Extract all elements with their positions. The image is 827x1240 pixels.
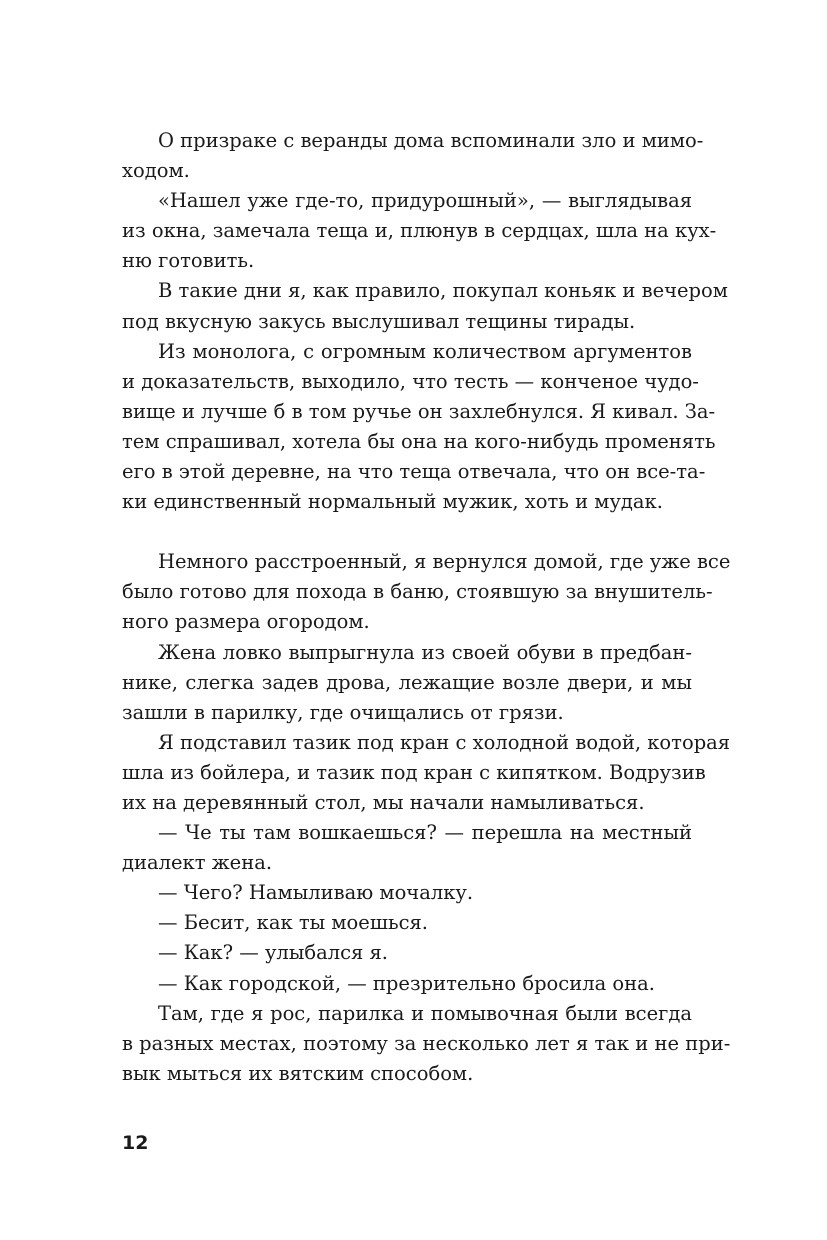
text-line: — Бесит, как ты моешься. (158, 911, 428, 935)
text-line: в разных местах, поэтому за несколько лет я так и не при- (122, 1031, 731, 1055)
paragraph (122, 908, 692, 938)
text-line: — Че ты там вошкаешься? — перешла на местный (158, 821, 692, 845)
text-line: Я подставил тазик под кран с холодной водой, которая (158, 730, 731, 754)
paragraph (122, 186, 717, 276)
text-line: вище и лучше б в том ручье он захлебнулся. Я кивал. За- (122, 399, 716, 423)
text-line: было готово для похода в баню, стоявшую за внушитель- (122, 580, 713, 604)
text-line: шла из бойлера, и тазик под кран с кипятком. Водрузив (122, 760, 706, 784)
text-line: Там, где я рос, парилка и помывочная были всегда (158, 1001, 692, 1025)
paragraph (122, 938, 692, 968)
text-section-2 (122, 547, 731, 1089)
text-line: его в этой деревне, на что теща отвечала, что он все-та- (122, 460, 706, 484)
paragraph (122, 969, 692, 999)
text-line: из окна, замечала теща и, плюнув в сердцах, шла на кух- (122, 219, 717, 243)
text-line: В такие дни я, как правило, покупал коньяк и вечером (158, 279, 728, 303)
text-line: О призраке с веранды дома вспоминали зло и мимо- (158, 129, 704, 152)
text-line: ки единственный нормальный мужик, хоть и мудак. (122, 490, 663, 514)
text-line: Жена ловко выпрыгнула из своей обуви в предбан- (158, 640, 692, 664)
text-line: «Нашел уже где-то, придурошный», — выглядывая (158, 189, 692, 213)
text-section-1 (122, 126, 728, 517)
paragraph (122, 337, 716, 518)
text-line: нике, слегка задев дрова, лежащие возле двери, и мы (122, 670, 692, 694)
text-line: тем спрашивал, хотела бы она на кого-нибудь променять (122, 429, 716, 453)
section-gap (122, 517, 692, 547)
text-line: ного размера огородом. (122, 610, 370, 634)
paragraph (122, 728, 731, 818)
page-number: 12 (122, 1132, 149, 1154)
text-line: Немного расстроенный, я вернулся домой, где уже все (158, 550, 731, 574)
text-line: их на деревянный стол, мы начали намыливаться. (122, 790, 645, 814)
text-line: ходом. (122, 159, 190, 183)
text-line: — Как? — улыбался я. (158, 941, 389, 965)
text-line: — Чего? Намыливаю мочалку. (158, 881, 474, 905)
text-line: ню готовить. (122, 249, 255, 273)
paragraph (122, 547, 731, 637)
paragraph (122, 638, 692, 728)
text-line: вык мыться их вятским способом. (122, 1061, 474, 1085)
paragraph (122, 999, 731, 1089)
paragraph (122, 276, 728, 336)
text-line: под вкусную закусь выслушивал тещины тирады. (122, 309, 636, 333)
text-line: — Как городской, — презрительно бросила она. (158, 971, 655, 995)
text-line: диалект жена. (122, 851, 273, 875)
paragraph (122, 878, 692, 908)
text-line: Из монолога, с огромным количеством аргументов (158, 339, 692, 363)
body-text (122, 126, 731, 1089)
text-line: и доказательств, выходило, что тесть — конченое чудо- (122, 369, 699, 393)
text-line: зашли в парилку, где очищались от грязи. (122, 700, 564, 724)
paragraph (122, 126, 704, 186)
paragraph (122, 818, 692, 878)
